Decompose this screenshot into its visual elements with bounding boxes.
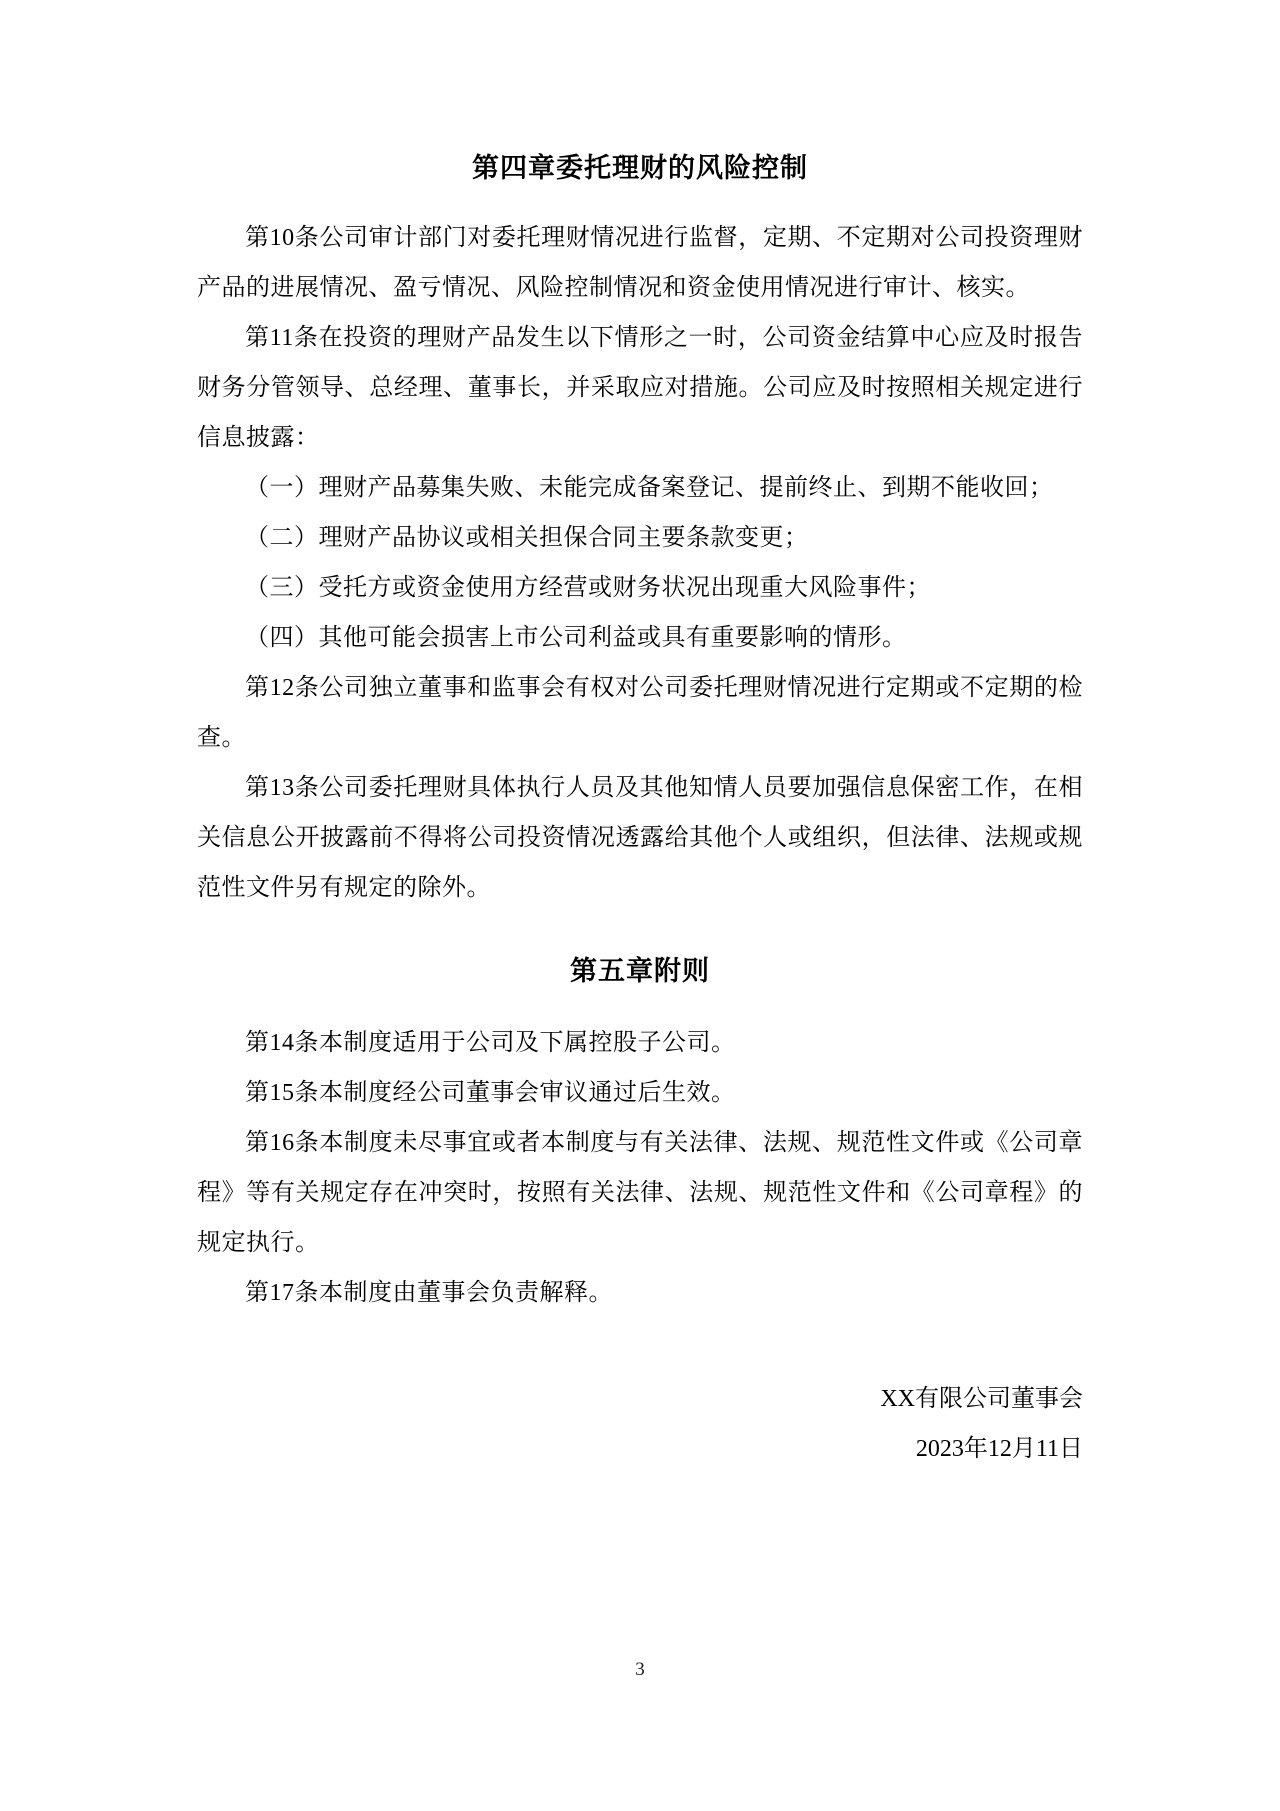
signature-date: 2023年12月11日 xyxy=(915,1436,1083,1462)
list-item-2: （二）理财产品协议或相关担保合同主要条款变更； xyxy=(245,525,809,551)
paragraph-article-15: 第15条本制度经公司董事会审议通过后生效。 xyxy=(245,1080,736,1106)
paragraph-article-12: 第12条公司独立董事和监事会有权对公司委托理财情况进行定期或不定期的检查。 xyxy=(197,675,1083,751)
paragraph-article-17: 第17条本制度由董事会负责解释。 xyxy=(245,1280,613,1306)
paragraph-article-10: 第10条公司审计部门对委托理财情况进行监督，定期、不定期对公司投资理财产品的进展情况、盈亏情况、风险控制情况和资金使用情况进行审计、核实。 xyxy=(197,225,1083,301)
paragraph-article-14: 第14条本制度适用于公司及下属控股子公司。 xyxy=(245,1030,736,1056)
chapter5-heading: 第五章附则 xyxy=(570,956,710,986)
signature-block xyxy=(197,1374,1083,1474)
paragraph-article-13: 第13条公司委托理财具体执行人员及其他知情人员要加强信息保密工作，在相关信息公开披露前不得将公司投资情况透露给其他个人或组织，但法律、法规或规范性文件另有规定的除外。 xyxy=(197,775,1083,901)
list-item-1: （一）理财产品募集失败、未能完成备案登记、提前终止、到期不能收回； xyxy=(245,475,1054,501)
chapter4-heading: 第四章委托理财的风险控制 xyxy=(472,153,808,183)
page-number: 3 xyxy=(635,1659,645,1680)
list-item-4: （四）其他可能会损害上市公司利益或具有重要影响的情形。 xyxy=(245,625,907,651)
signature-company: XX有限公司董事会 xyxy=(880,1386,1083,1412)
paragraph-article-11: 第11条在投资的理财产品发生以下情形之一时，公司资金结算中心应及时报告财务分管领导、总经理、董事长，并采取应对措施。公司应及时按照相关规定进行信息披露： xyxy=(197,325,1083,451)
paragraph-article-16: 第16条本制度未尽事宜或者本制度与有关法律、法规、规范性文件或《公司章程》等有关规定存在冲突时，按照有关法律、法规、规范性文件和《公司章程》的规定执行。 xyxy=(197,1130,1083,1256)
list-item-3: （三）受托方或资金使用方经营或财务状况出现重大风险事件； xyxy=(245,575,931,601)
